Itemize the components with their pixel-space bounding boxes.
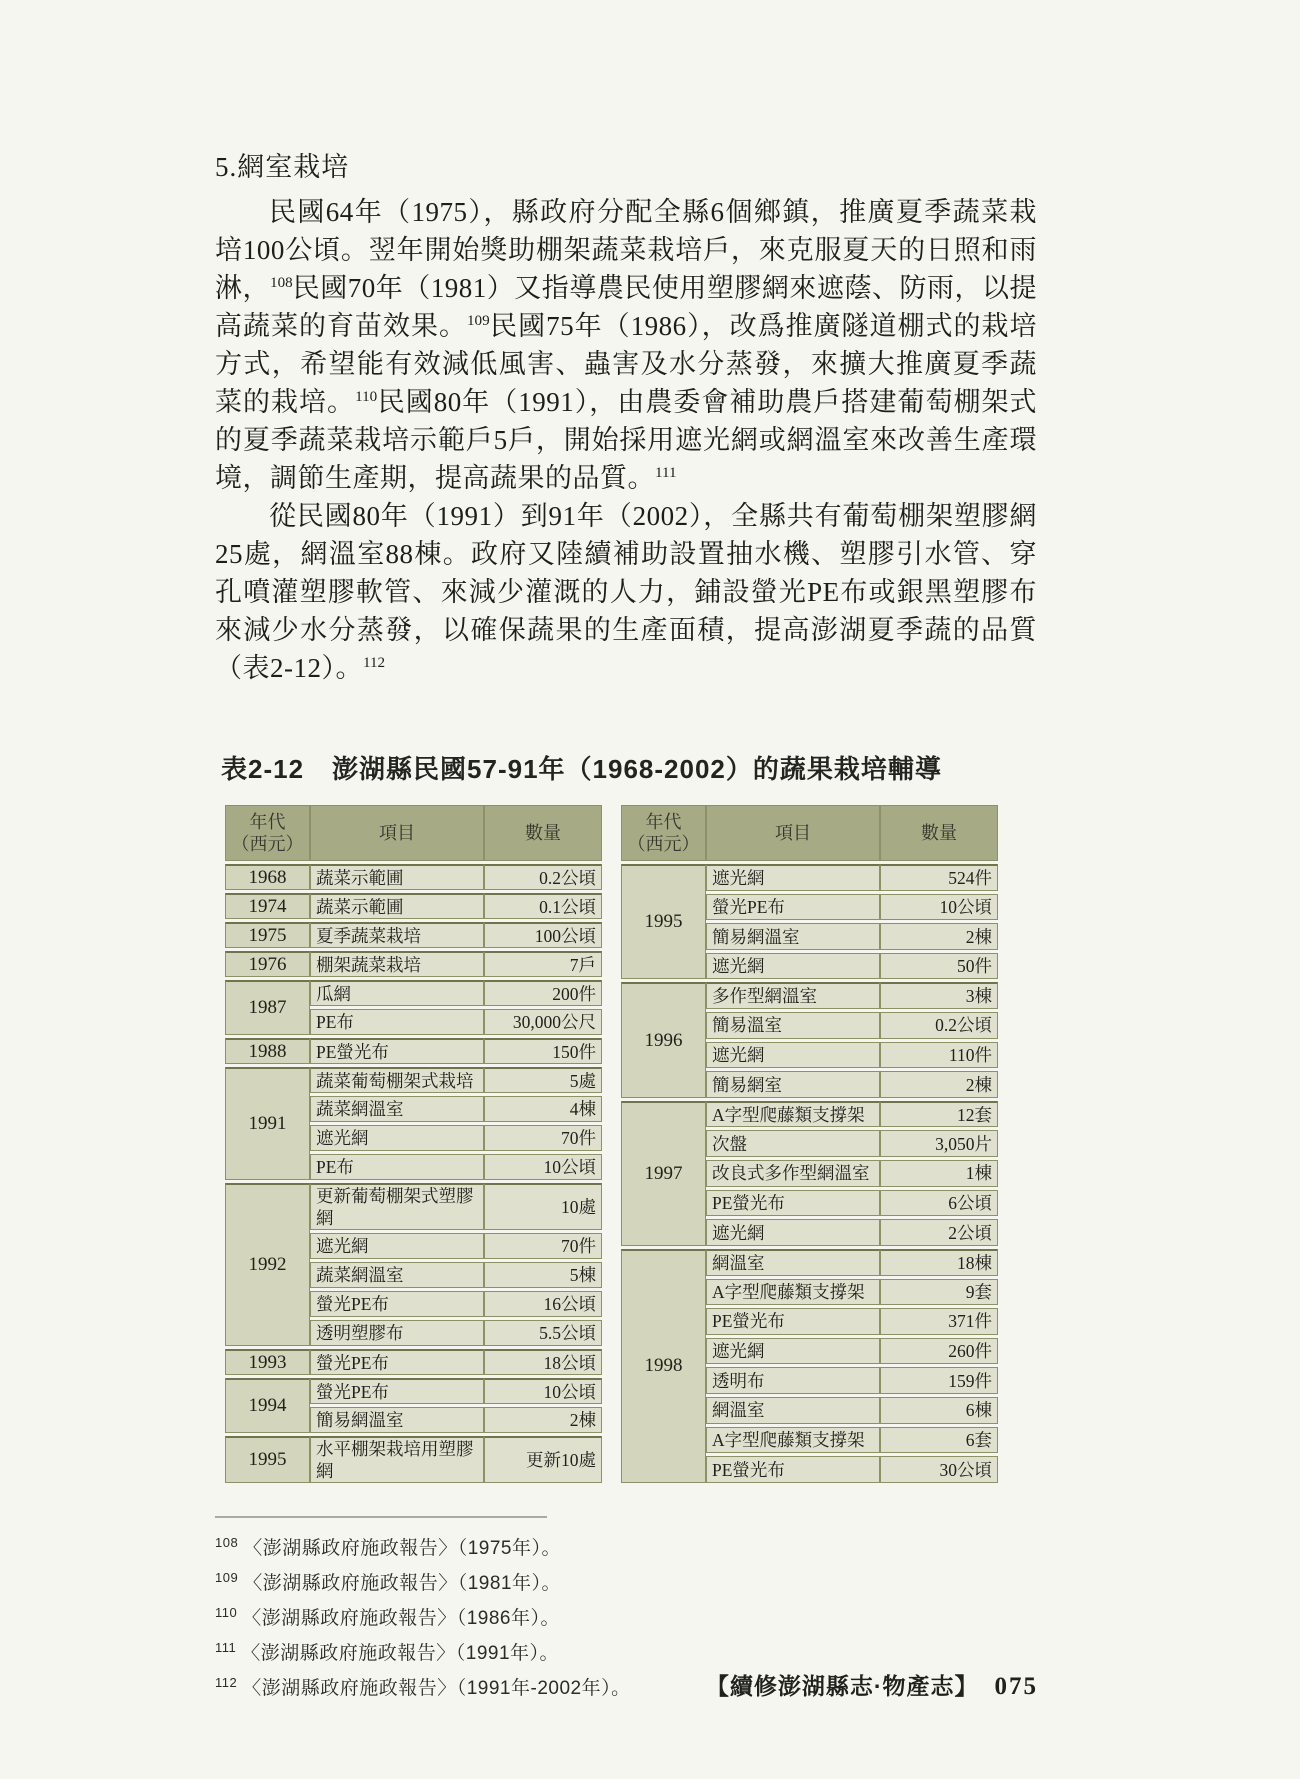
table-row	[225, 1067, 602, 1093]
year-cell: 1995	[621, 864, 706, 979]
qty-cell: 2棟	[880, 1071, 998, 1098]
year-cell: 1968	[225, 864, 310, 890]
item-cell: 簡易網溫室	[706, 923, 880, 950]
qty-cell: 18公頃	[484, 1349, 602, 1375]
item-cell: A字型爬藤類支撐架	[706, 1101, 880, 1128]
section-title: 5.網室栽培	[215, 152, 350, 182]
item-cell: 螢光PE布	[706, 894, 880, 921]
header-qty-cell: 數量	[880, 805, 998, 861]
qty-cell: 0.2公頃	[484, 864, 602, 890]
item-cell: A字型爬藤類支撐架	[706, 1279, 880, 1306]
table-row	[225, 864, 602, 890]
qty-cell: 159件	[880, 1367, 998, 1394]
table-row	[621, 1101, 998, 1128]
item-cell: PE螢光布	[706, 1456, 880, 1483]
footnote-ref: 109	[466, 313, 490, 329]
year-cell: 1998	[621, 1249, 706, 1483]
qty-cell: 4棟	[484, 1096, 602, 1122]
header-year-line1: 年代	[249, 811, 286, 832]
item-cell: 遮光網	[706, 1219, 880, 1246]
footnote-number: 111	[215, 1639, 237, 1655]
page-number: 075	[994, 1673, 1038, 1700]
qty-cell: 7戶	[484, 951, 602, 977]
item-cell: 遮光網	[706, 1338, 880, 1365]
qty-cell: 9套	[880, 1279, 998, 1306]
year-cell: 1992	[225, 1183, 310, 1346]
table-caption-label: 表2-12	[221, 754, 305, 784]
item-cell: 簡易網溫室	[310, 1407, 484, 1433]
year-cell: 1987	[225, 980, 310, 1035]
table-row	[225, 980, 602, 1006]
qty-cell: 6套	[880, 1427, 998, 1454]
qty-cell: 30公頃	[880, 1456, 998, 1483]
item-cell: 更新葡萄棚架式塑膠網	[310, 1183, 484, 1230]
table-caption-title: 澎湖縣民國57-91年（1968-2002）的蔬果栽培輔導	[332, 754, 942, 784]
item-cell: 蔬菜示範圃	[310, 864, 484, 890]
footnote-number: 110	[215, 1604, 238, 1620]
qty-cell: 10公頃	[484, 1378, 602, 1404]
item-cell: 網溫室	[706, 1397, 880, 1424]
qty-cell: 1棟	[880, 1160, 998, 1187]
item-cell: 螢光PE布	[310, 1349, 484, 1375]
year-cell: 1974	[225, 893, 310, 919]
year-cell: 1976	[225, 951, 310, 977]
page-footer	[706, 1668, 1038, 1701]
qty-cell: 100公頃	[484, 922, 602, 948]
item-cell: 遮光網	[706, 1042, 880, 1069]
qty-cell: 6公頃	[880, 1190, 998, 1217]
item-cell: 遮光網	[706, 864, 880, 891]
table-row	[621, 864, 998, 891]
item-cell: 螢光PE布	[310, 1378, 484, 1404]
qty-cell: 18棟	[880, 1249, 998, 1276]
vegetable-support-table-left	[225, 802, 602, 1486]
item-cell: 蔬菜示範圃	[310, 893, 484, 919]
header-year-line1: 年代	[645, 811, 682, 832]
table-row	[621, 1249, 998, 1276]
qty-cell: 70件	[484, 1233, 602, 1259]
footnote-item: $^{111}$ 〈澎湖縣政府施政報告〉（1991年）。	[215, 1639, 560, 1664]
year-cell: 1988	[225, 1038, 310, 1064]
year-cell: 1975	[225, 922, 310, 948]
paragraph: 從民國80年（1991）到91年（2002），全縣共有葡萄棚架塑膠網25處，網溫室88棟。政府又陸續補助設置抽水機、塑膠引水管、穿孔噴灌塑膠軟管、來減少灌溉的人力，鋪設螢光PE布或銀黑塑膠布來減少水分蒸發，以確保蔬果的生產面積，提高澎湖夏季蔬的品質（表2-12）。$^{112}$	[215, 501, 1037, 683]
year-cell: 1993	[225, 1349, 310, 1375]
year-cell: 1997	[621, 1101, 706, 1246]
footnote-ref: 111	[655, 465, 677, 481]
paragraph: 民國64年（1975），縣政府分配全縣6個鄉鎮，推廣夏季蔬菜栽培100公頃。翌年開始獎助棚架蔬菜栽培戶，來克服夏天的日照和雨淋，$^{108}$民國70年（1981）又指導農民使用塑膠網來遮蔭、防雨，以提高蔬菜的育苗效果。$^{109}$民國75年（1986），改爲推廣隧道棚式的栽培方式，希望能有效減低風害、蟲害及水分蒸發，來擴大推廣夏季蔬菜的栽培。$^{110}$民國80年（1991），由農委會補助農戶搭建葡萄棚架式的夏季蔬菜栽培示範戶5戶，開始採用遮光網或網溫室來改善生產環境，調節生產期，提高蔬果的品質。$^{111}$	[215, 197, 1038, 493]
item-cell: 多作型網溫室	[706, 982, 880, 1009]
item-cell: 蔬菜網溫室	[310, 1262, 484, 1288]
qty-cell: 2棟	[484, 1407, 602, 1433]
footnote-ref: 108	[270, 275, 293, 291]
qty-cell: 10公頃	[484, 1154, 602, 1180]
table-row	[225, 951, 602, 977]
footnote-number: 112	[215, 1674, 238, 1690]
year-cell: 1994	[225, 1378, 310, 1433]
item-cell: 簡易網室	[706, 1071, 880, 1098]
qty-cell: 70件	[484, 1125, 602, 1151]
vegetable-support-table-right	[621, 802, 998, 1486]
item-cell: 次盤	[706, 1130, 880, 1157]
qty-cell: 2公頃	[880, 1219, 998, 1246]
qty-cell: 30,000公尺	[484, 1009, 602, 1035]
table-caption	[221, 749, 1037, 786]
table-row	[225, 1183, 602, 1230]
tables-container	[225, 802, 1037, 1486]
item-cell: 螢光PE布	[310, 1291, 484, 1317]
table-row	[225, 1038, 602, 1064]
table-row	[621, 982, 998, 1009]
footnote-number: 108	[215, 1534, 239, 1550]
header-item-cell: 項目	[706, 805, 880, 861]
header-year-cell	[225, 805, 310, 861]
item-cell: 蔬菜葡萄棚架式栽培	[310, 1067, 484, 1093]
footnote-ref: 112	[363, 655, 386, 671]
year-cell: 1991	[225, 1067, 310, 1180]
footnote-item: $^{110}$ 〈澎湖縣政府施政報告〉（1986年）。	[215, 1604, 561, 1629]
table-row	[225, 1349, 602, 1375]
item-cell: 遮光網	[706, 953, 880, 980]
qty-cell: 260件	[880, 1338, 998, 1365]
qty-cell: 10公頃	[880, 894, 998, 921]
table-row	[225, 893, 602, 919]
book-title: 【續修澎湖縣志·物產志】	[705, 1673, 979, 1699]
year-cell: 1995	[225, 1436, 310, 1483]
qty-cell: 10處	[484, 1183, 602, 1230]
table-row	[225, 1378, 602, 1404]
footnote-item: $^{108}$ 〈澎湖縣政府施政報告〉（1975年）。	[215, 1534, 561, 1559]
footnote-ref: 110	[355, 389, 378, 405]
qty-cell: 5.5公頃	[484, 1320, 602, 1346]
qty-cell: 3,050片	[880, 1130, 998, 1157]
item-cell: 簡易溫室	[706, 1012, 880, 1039]
header-qty-cell: 數量	[484, 805, 602, 861]
qty-cell: 3棟	[880, 982, 998, 1009]
body-paragraphs	[215, 193, 1037, 687]
header-year-line2: （西元）	[627, 834, 700, 854]
item-cell: 蔬菜網溫室	[310, 1096, 484, 1122]
item-cell: 棚架蔬菜栽培	[310, 951, 484, 977]
item-cell: 透明布	[706, 1367, 880, 1394]
qty-cell: 110件	[880, 1042, 998, 1069]
qty-cell: 12套	[880, 1101, 998, 1128]
qty-cell: 5處	[484, 1067, 602, 1093]
item-cell: PE布	[310, 1009, 484, 1035]
footnote-item: $^{109}$ 〈澎湖縣政府施政報告〉（1981年）。	[215, 1569, 561, 1594]
item-cell: 夏季蔬菜栽培	[310, 922, 484, 948]
year-cell: 1996	[621, 982, 706, 1097]
item-cell: 遮光網	[310, 1125, 484, 1151]
item-cell: 水平棚架栽培用塑膠網	[310, 1436, 484, 1483]
item-cell: 透明塑膠布	[310, 1320, 484, 1346]
item-cell: PE螢光布	[706, 1308, 880, 1335]
footnote-item: $^{112}$ 〈澎湖縣政府施政報告〉（1991年-2002年）。	[215, 1674, 631, 1699]
qty-cell: 2棟	[880, 923, 998, 950]
qty-cell: 5棟	[484, 1262, 602, 1288]
qty-cell: 50件	[880, 953, 998, 980]
footnote-number: 109	[215, 1569, 239, 1585]
header-item-cell: 項目	[310, 805, 484, 861]
item-cell: PE螢光布	[706, 1190, 880, 1217]
qty-cell: 0.1公頃	[484, 893, 602, 919]
header-year-cell	[621, 805, 706, 861]
footnote-divider	[215, 1516, 547, 1518]
qty-cell: 371件	[880, 1308, 998, 1335]
item-cell: 改良式多作型網溫室	[706, 1160, 880, 1187]
table-row	[225, 1436, 602, 1483]
item-cell: PE螢光布	[310, 1038, 484, 1064]
qty-cell: 16公頃	[484, 1291, 602, 1317]
qty-cell: 6棟	[880, 1397, 998, 1424]
qty-cell: 0.2公頃	[880, 1012, 998, 1039]
item-cell: 網溫室	[706, 1249, 880, 1276]
table-row	[225, 922, 602, 948]
item-cell: 遮光網	[310, 1233, 484, 1259]
qty-cell: 150件	[484, 1038, 602, 1064]
qty-cell: 更新10處	[484, 1436, 602, 1483]
qty-cell: 524件	[880, 864, 998, 891]
header-year-line2: （西元）	[231, 834, 304, 854]
item-cell: PE布	[310, 1154, 484, 1180]
item-cell: A字型爬藤類支撐架	[706, 1427, 880, 1454]
item-cell: 瓜網	[310, 980, 484, 1006]
qty-cell: 200件	[484, 980, 602, 1006]
